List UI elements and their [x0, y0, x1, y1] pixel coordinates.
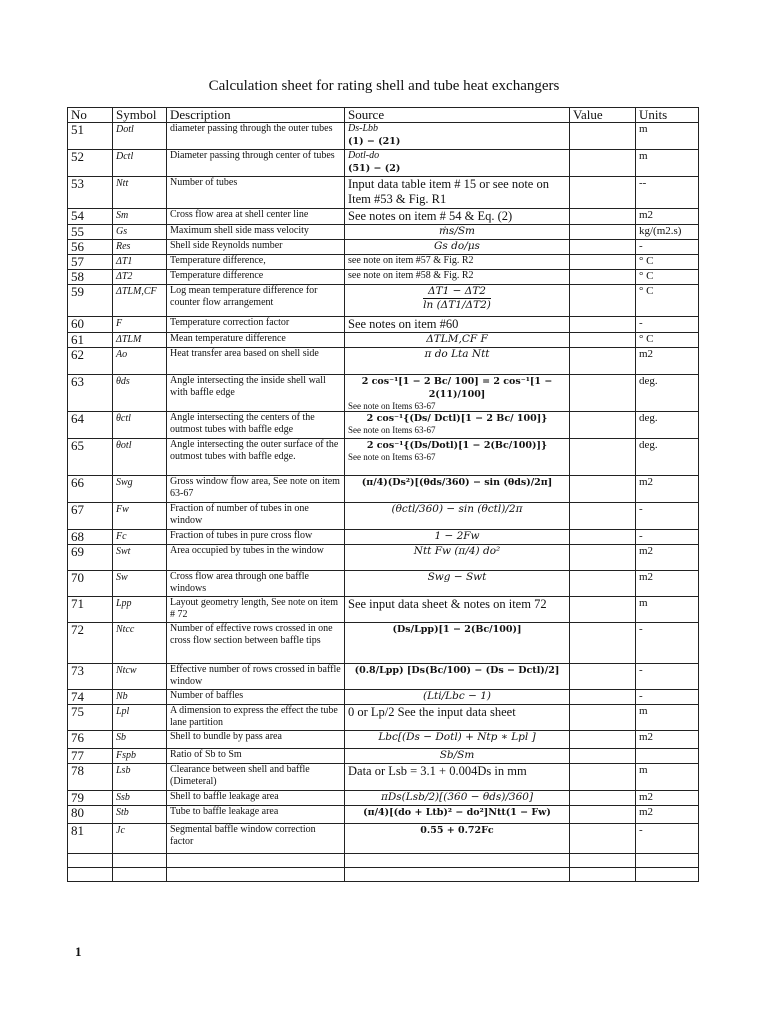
row-units: m2: [636, 571, 699, 597]
row-source: [345, 597, 570, 623]
row-description: diameter passing through the outer tubes: [167, 123, 345, 150]
row-symbol: Swt: [113, 545, 167, 571]
row-units: --: [636, 177, 699, 209]
row-symbol: Gs: [113, 225, 167, 240]
row-units: deg.: [636, 412, 699, 439]
table-row: [68, 571, 699, 597]
row-units: m2: [636, 348, 699, 375]
row-units: -: [636, 530, 699, 545]
row-description: Shell to bundle by pass area: [167, 731, 345, 749]
row-value: [570, 806, 636, 824]
table-row: [68, 270, 699, 285]
row-symbol: Lpp: [113, 597, 167, 623]
row-number: 77: [68, 749, 113, 764]
row-description: Layout geometry length, See note on item # 72: [167, 597, 345, 623]
row-description: Clearance between shell and baffle (Dimeteral): [167, 764, 345, 791]
row-number: 72: [68, 623, 113, 664]
row-source: [345, 209, 570, 225]
header-description: Description: [167, 108, 345, 123]
row-source: [345, 348, 570, 375]
source-formula: (θctl/360) − sin (θctl)/2π: [391, 503, 523, 515]
source-formula: 2 cos⁻¹{(Ds/Dotl)[1 − 2(Bc/100)]}: [366, 440, 548, 451]
row-number: 55: [68, 225, 113, 240]
row-symbol: Fw: [113, 503, 167, 530]
empty-cell: [636, 868, 699, 882]
source-text: see note on item #58 & Fig. R2: [348, 270, 474, 281]
row-description: Shell to baffle leakage area: [167, 791, 345, 806]
row-source: [345, 545, 570, 571]
table-row: [68, 348, 699, 375]
table-row: [68, 476, 699, 503]
row-units: m: [636, 123, 699, 150]
table-row: [68, 412, 699, 439]
row-symbol: Nb: [113, 690, 167, 705]
row-value: [570, 791, 636, 806]
source-formula: Ntt Fw (π/4) do²: [413, 545, 501, 557]
row-units: m2: [636, 791, 699, 806]
row-value: [570, 333, 636, 348]
source-note: See note on Items 63-67: [348, 401, 436, 411]
row-value: [570, 150, 636, 177]
table-row: [68, 824, 699, 854]
row-units: m: [636, 597, 699, 623]
row-symbol: Fspb: [113, 749, 167, 764]
source-formula: (0.8/Lpp) [Ds(Bc/100) − (Ds − Dctl)/2]: [354, 665, 560, 676]
table-row: [68, 123, 699, 150]
row-number: 58: [68, 270, 113, 285]
table-row: [68, 690, 699, 705]
row-symbol: Lsb: [113, 764, 167, 791]
row-symbol: θds: [113, 375, 167, 412]
row-description: A dimension to express the effect the tube lane partition: [167, 705, 345, 731]
row-units: m2: [636, 476, 699, 503]
empty-cell: [68, 868, 113, 882]
source-text: Data or Lsb = 3.1 + 0.004Ds in mm: [348, 764, 527, 778]
row-value: [570, 476, 636, 503]
row-number: 68: [68, 530, 113, 545]
row-symbol: Jc: [113, 824, 167, 854]
table-row: [68, 597, 699, 623]
row-value: [570, 503, 636, 530]
source-formula: 1 − 2Fw: [434, 530, 480, 542]
row-description: Segmental baffle window correction factor: [167, 824, 345, 854]
row-symbol: Ao: [113, 348, 167, 375]
row-number: 57: [68, 255, 113, 270]
row-description: Fraction of number of tubes in one window: [167, 503, 345, 530]
row-source: [345, 285, 570, 317]
empty-cell: [345, 854, 570, 868]
empty-cell: [167, 854, 345, 868]
row-symbol: F: [113, 317, 167, 333]
source-formula: (π/4)[(do + Ltb)² − do²]Ntt(1 − Fw): [363, 807, 551, 818]
row-source: [345, 731, 570, 749]
row-source: [345, 764, 570, 791]
row-value: [570, 764, 636, 791]
row-description: Number of baffles: [167, 690, 345, 705]
row-source: [345, 503, 570, 530]
source-formula: 2 cos⁻¹[1 − 2 Bc/ 100] = 2 cos⁻¹[1 − 2(11)/100]: [361, 376, 553, 400]
source-text: See input data sheet & notes on item 72: [348, 597, 547, 611]
row-number: 75: [68, 705, 113, 731]
row-value: [570, 412, 636, 439]
row-symbol: θctl: [113, 412, 167, 439]
table-row: [68, 791, 699, 806]
header-no: No: [68, 108, 113, 123]
source-text: 0 or Lp/2 See the input data sheet: [348, 705, 516, 719]
row-description: Effective number of rows crossed in baffle window: [167, 664, 345, 690]
row-description: Gross window flow area, See note on item 63-67: [167, 476, 345, 503]
row-description: Number of effective rows crossed in one cross flow section between baffle tips: [167, 623, 345, 664]
row-source: [345, 824, 570, 854]
source-formula: Sb/Sm: [439, 749, 475, 761]
row-units: deg.: [636, 375, 699, 412]
fraction-numerator: ΔT1 − ΔT2: [423, 285, 491, 299]
table-row: [68, 333, 699, 348]
fraction-denominator: ln (ΔT1/ΔT2): [423, 299, 491, 311]
row-source: [345, 749, 570, 764]
empty-cell: [636, 854, 699, 868]
row-units: ° C: [636, 285, 699, 317]
source-reference: (1) − (21): [348, 136, 401, 147]
table-row: [68, 530, 699, 545]
row-number: 61: [68, 333, 113, 348]
row-source: [345, 664, 570, 690]
row-units: kg/(m2.s): [636, 225, 699, 240]
row-symbol: ΔT2: [113, 270, 167, 285]
row-symbol: Res: [113, 240, 167, 255]
sheet-title: Calculation sheet for rating shell and tube heat exchangers: [208, 78, 560, 94]
table-row: [68, 705, 699, 731]
row-number: 60: [68, 317, 113, 333]
table-row: [68, 255, 699, 270]
header-units: Units: [636, 108, 699, 123]
row-value: [570, 209, 636, 225]
row-number: 81: [68, 824, 113, 854]
row-symbol: Dctl: [113, 150, 167, 177]
row-source: [345, 791, 570, 806]
row-units: ° C: [636, 333, 699, 348]
table-row: [68, 225, 699, 240]
row-symbol: θotl: [113, 439, 167, 476]
source-text: see note on item #57 & Fig. R2: [348, 255, 474, 266]
source-formula: ΔTLM,CF F: [426, 333, 488, 345]
row-symbol: Lpl: [113, 705, 167, 731]
row-value: [570, 749, 636, 764]
row-symbol: Dotl: [113, 123, 167, 150]
empty-cell: [167, 868, 345, 882]
row-units: m2: [636, 806, 699, 824]
row-source: [345, 571, 570, 597]
source-formula: 0.55 + 0.72Fc: [420, 825, 494, 836]
row-value: [570, 255, 636, 270]
row-description: Log mean temperature difference for counter flow arrangement: [167, 285, 345, 317]
row-number: 66: [68, 476, 113, 503]
row-symbol: Ssb: [113, 791, 167, 806]
source-text: See notes on item # 54 & Eq. (2): [348, 209, 513, 223]
row-symbol: Ntcc: [113, 623, 167, 664]
row-units: deg.: [636, 439, 699, 476]
row-value: [570, 623, 636, 664]
table-row: [68, 623, 699, 664]
row-number: 76: [68, 731, 113, 749]
table-row: [68, 731, 699, 749]
table-row: [68, 150, 699, 177]
row-description: Maximum shell side mass velocity: [167, 225, 345, 240]
row-description: Angle intersecting the centers of the outmost tubes with baffle edge: [167, 412, 345, 439]
row-value: [570, 375, 636, 412]
source-formula: πDs(Lsb/2)[(360 − θds)/360]: [380, 791, 534, 803]
source-formula: Dotl-do: [348, 150, 380, 161]
row-value: [570, 177, 636, 209]
row-units: m: [636, 150, 699, 177]
row-units: -: [636, 623, 699, 664]
row-symbol: Fc: [113, 530, 167, 545]
header-symbol: Symbol: [113, 108, 167, 123]
table-row: [68, 240, 699, 255]
row-source: [345, 530, 570, 545]
row-value: [570, 571, 636, 597]
row-source: [345, 225, 570, 240]
row-description: Tube to baffle leakage area: [167, 806, 345, 824]
empty-cell: [113, 854, 167, 868]
row-source: [345, 690, 570, 705]
row-number: 80: [68, 806, 113, 824]
source-formula: (Lti/Lbc − 1): [422, 690, 491, 702]
row-source: [345, 255, 570, 270]
row-value: [570, 664, 636, 690]
row-value: [570, 731, 636, 749]
row-source: [345, 240, 570, 255]
row-units: m: [636, 764, 699, 791]
row-description: Temperature correction factor: [167, 317, 345, 333]
row-description: Temperature difference,: [167, 255, 345, 270]
row-description: Temperature difference: [167, 270, 345, 285]
empty-cell: [68, 854, 113, 868]
row-value: [570, 285, 636, 317]
row-description: Angle intersecting the inside shell wall with baffle edge: [167, 375, 345, 412]
table-row: [68, 375, 699, 412]
empty-cell: [113, 868, 167, 882]
row-value: [570, 530, 636, 545]
row-units: -: [636, 690, 699, 705]
row-value: [570, 240, 636, 255]
source-formula: 2 cos⁻¹{(Ds/ Dctl)[1 − 2 Bc/ 100]}: [366, 413, 548, 424]
row-description: Diameter passing through center of tubes: [167, 150, 345, 177]
row-value: [570, 317, 636, 333]
row-number: 65: [68, 439, 113, 476]
row-number: 64: [68, 412, 113, 439]
row-symbol: Ntcw: [113, 664, 167, 690]
row-number: 67: [68, 503, 113, 530]
row-number: 53: [68, 177, 113, 209]
row-description: Area occupied by tubes in the window: [167, 545, 345, 571]
row-description: Mean temperature difference: [167, 333, 345, 348]
source-formula: Lbc[(Ds − Dotl) + Ntp ∗ Lpl ]: [378, 731, 536, 743]
row-units: ° C: [636, 255, 699, 270]
source-formula: (Ds/Lpp)[1 − 2(Bc/100)]: [392, 624, 522, 635]
table-row: [68, 209, 699, 225]
table-row: [68, 749, 699, 764]
row-units: -: [636, 317, 699, 333]
row-symbol: Ntt: [113, 177, 167, 209]
row-symbol: ΔTLM: [113, 333, 167, 348]
calculation-table: [67, 107, 699, 882]
row-description: Cross flow area at shell center line: [167, 209, 345, 225]
source-formula: π do Lta Ntt: [424, 348, 490, 360]
empty-row: [68, 868, 699, 882]
table-row: [68, 545, 699, 571]
row-value: [570, 348, 636, 375]
source-formula: Gs do/μs: [434, 240, 480, 252]
source-note: See note on Items 63-67: [348, 425, 436, 435]
row-units: m: [636, 705, 699, 731]
row-units: m2: [636, 545, 699, 571]
row-value: [570, 225, 636, 240]
source-reference: (51) − (2): [348, 163, 401, 174]
table-row: [68, 764, 699, 791]
row-description: Heat transfer area based on shell side: [167, 348, 345, 375]
row-symbol: ΔTLM,CF: [113, 285, 167, 317]
row-number: 51: [68, 123, 113, 150]
row-description: Cross flow area through one baffle windows: [167, 571, 345, 597]
row-description: Shell side Reynolds number: [167, 240, 345, 255]
row-value: [570, 270, 636, 285]
row-source: [345, 412, 570, 439]
table-header-row: [68, 108, 699, 123]
table-row: [68, 806, 699, 824]
table-row: [68, 664, 699, 690]
row-units: m2: [636, 731, 699, 749]
row-number: 62: [68, 348, 113, 375]
row-source: [345, 150, 570, 177]
row-number: 79: [68, 791, 113, 806]
row-source: [345, 177, 570, 209]
table-row: [68, 439, 699, 476]
row-symbol: Sb: [113, 731, 167, 749]
row-symbol: Swg: [113, 476, 167, 503]
source-formula: (π/4)(Ds²)[(θds/360) − sin (θds)/2π]: [361, 477, 553, 488]
page-number: 1: [75, 944, 82, 959]
source-text: See notes on item #60: [348, 317, 459, 331]
row-symbol: Sm: [113, 209, 167, 225]
empty-cell: [345, 868, 570, 882]
row-value: [570, 705, 636, 731]
row-number: 78: [68, 764, 113, 791]
row-number: 71: [68, 597, 113, 623]
table-row: [68, 177, 699, 209]
row-symbol: ΔT1: [113, 255, 167, 270]
empty-row: [68, 854, 699, 868]
row-source: [345, 705, 570, 731]
empty-cell: [570, 868, 636, 882]
row-value: [570, 439, 636, 476]
source-formula: ṁs/Sm: [438, 225, 476, 237]
row-units: -: [636, 503, 699, 530]
row-units: -: [636, 824, 699, 854]
empty-cell: [570, 854, 636, 868]
row-value: [570, 545, 636, 571]
row-value: [570, 690, 636, 705]
row-source: [345, 439, 570, 476]
table-row: [68, 285, 699, 317]
row-units: ° C: [636, 270, 699, 285]
row-number: 70: [68, 571, 113, 597]
row-units: -: [636, 664, 699, 690]
header-source: Source: [345, 108, 570, 123]
row-description: Angle intersecting the outer surface of the outmost tubes with baffle edge.: [167, 439, 345, 476]
source-formula: Ds-Lbb: [348, 123, 379, 134]
source-note: See note on Items 63-67: [348, 452, 436, 462]
row-units: [636, 749, 699, 764]
row-value: [570, 123, 636, 150]
row-number: 74: [68, 690, 113, 705]
source-fraction: [423, 285, 491, 312]
row-symbol: Stb: [113, 806, 167, 824]
row-number: 69: [68, 545, 113, 571]
row-source: [345, 806, 570, 824]
row-source: [345, 270, 570, 285]
table-row: [68, 503, 699, 530]
row-number: 59: [68, 285, 113, 317]
source-text: Input data table item # 15 or see note on Item #53 & Fig. R1: [348, 177, 549, 206]
row-number: 73: [68, 664, 113, 690]
row-value: [570, 824, 636, 854]
row-value: [570, 597, 636, 623]
source-formula: Swg − Swt: [427, 571, 487, 583]
table-row: [68, 317, 699, 333]
row-source: [345, 623, 570, 664]
row-number: 52: [68, 150, 113, 177]
row-units: m2: [636, 209, 699, 225]
row-symbol: Sw: [113, 571, 167, 597]
row-description: Ratio of Sb to Sm: [167, 749, 345, 764]
header-value: Value: [570, 108, 636, 123]
row-number: 54: [68, 209, 113, 225]
row-source: [345, 123, 570, 150]
row-description: Fraction of tubes in pure cross flow: [167, 530, 345, 545]
row-number: 56: [68, 240, 113, 255]
row-source: [345, 476, 570, 503]
row-source: [345, 317, 570, 333]
row-units: -: [636, 240, 699, 255]
row-source: [345, 333, 570, 348]
row-number: 63: [68, 375, 113, 412]
row-source: [345, 375, 570, 412]
row-description: Number of tubes: [167, 177, 345, 209]
